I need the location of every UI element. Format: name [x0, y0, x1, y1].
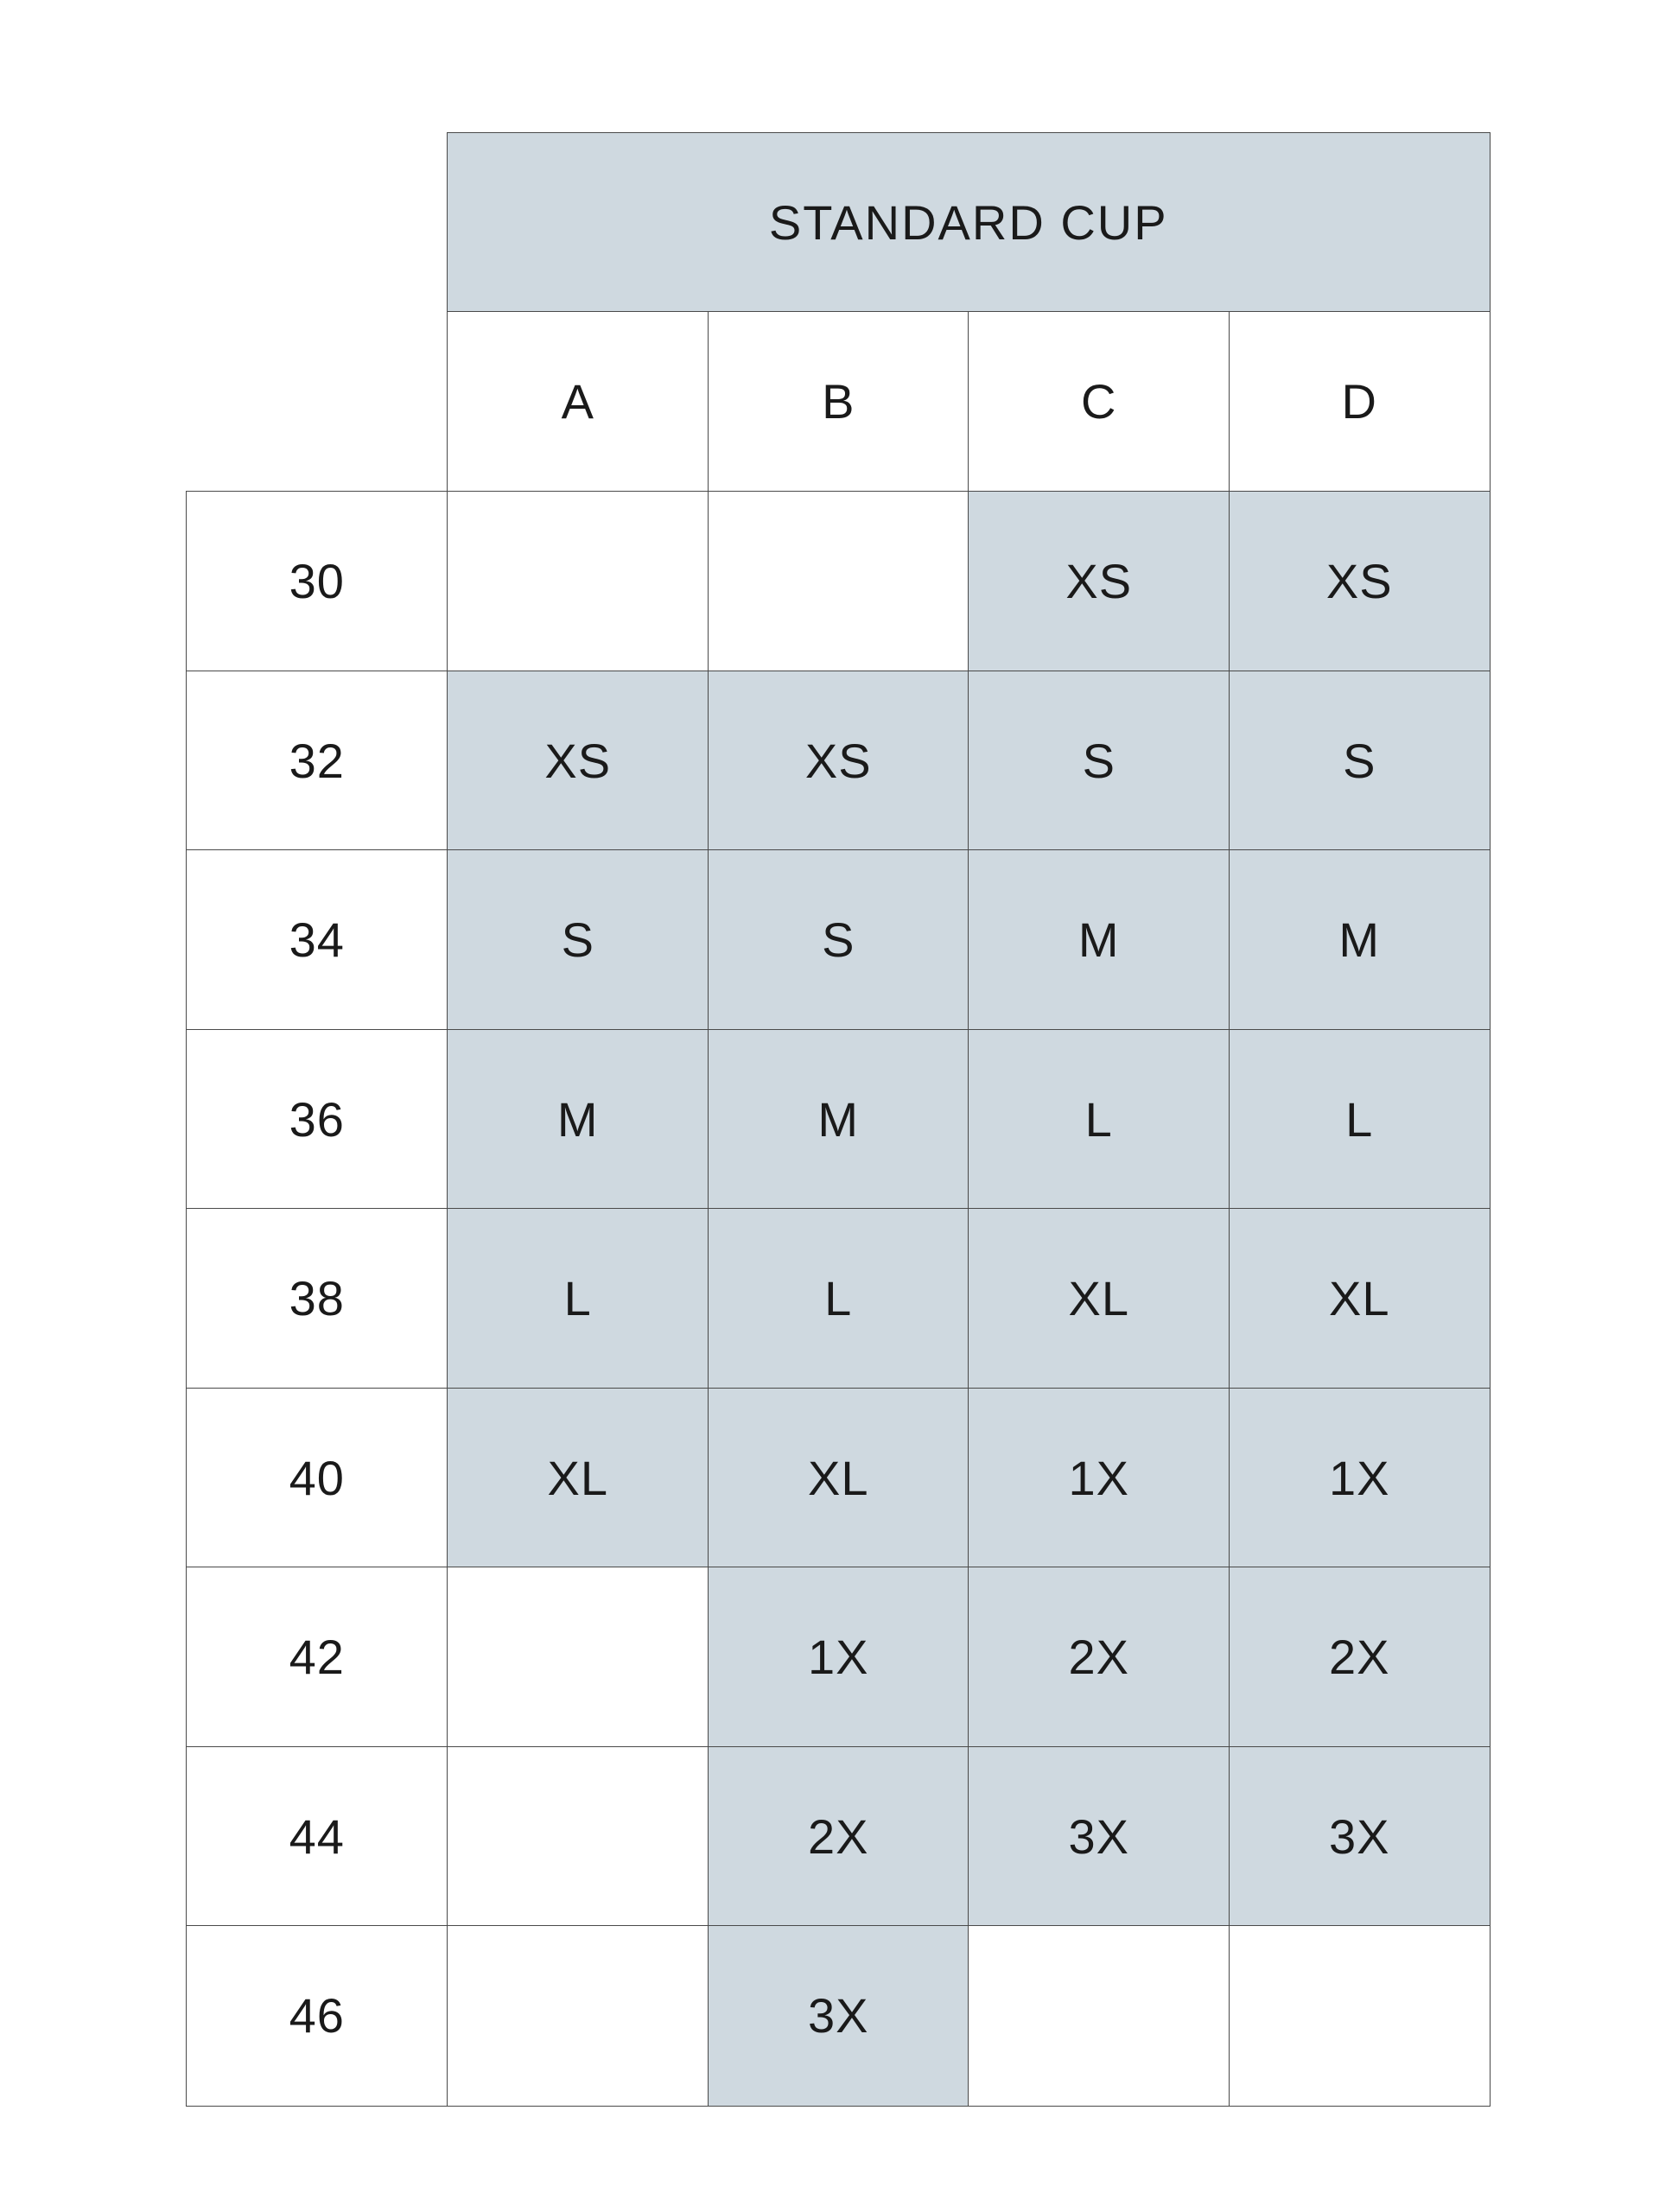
size-cell-44-a: [447, 1746, 709, 1927]
band-size-38: 38: [186, 1208, 448, 1389]
cup-header-c: C: [968, 311, 1230, 493]
size-cell-34-b: S: [708, 849, 969, 1031]
cup-header-d: D: [1229, 311, 1491, 493]
band-size-34: 34: [186, 849, 448, 1031]
size-cell-34-d: M: [1229, 849, 1491, 1031]
band-size-40: 40: [186, 1388, 448, 1568]
size-cell-40-b: XL: [708, 1388, 969, 1568]
band-size-42: 42: [186, 1567, 448, 1748]
cup-header-b: B: [708, 311, 969, 493]
size-cell-42-d: 2X: [1229, 1567, 1491, 1748]
size-cell-46-a: [447, 1925, 709, 2107]
size-cell-42-b: 1X: [708, 1567, 969, 1748]
band-size-36: 36: [186, 1029, 448, 1210]
size-cell-30-d: XS: [1229, 491, 1491, 672]
size-cell-44-d: 3X: [1229, 1746, 1491, 1927]
size-cell-38-a: L: [447, 1208, 709, 1389]
size-cell-36-c: L: [968, 1029, 1230, 1210]
size-cell-38-d: XL: [1229, 1208, 1491, 1389]
size-cell-44-c: 3X: [968, 1746, 1230, 1927]
size-cell-32-d: S: [1229, 671, 1491, 851]
size-cell-34-a: S: [447, 849, 709, 1031]
size-cell-40-d: 1X: [1229, 1388, 1491, 1568]
size-cell-36-d: L: [1229, 1029, 1491, 1210]
band-size-44: 44: [186, 1746, 448, 1927]
size-cell-44-b: 2X: [708, 1746, 969, 1927]
size-cell-32-c: S: [968, 671, 1230, 851]
band-size-32: 32: [186, 671, 448, 851]
size-cell-30-c: XS: [968, 491, 1230, 672]
size-cell-30-b: [708, 491, 969, 672]
size-cell-36-b: M: [708, 1029, 969, 1210]
band-size-46: 46: [186, 1925, 448, 2107]
size-cell-46-d: [1229, 1925, 1491, 2107]
size-cell-34-c: M: [968, 849, 1230, 1031]
size-cell-32-b: XS: [708, 671, 969, 851]
standard-cup-header: STANDARD CUP: [447, 132, 1491, 313]
size-cell-46-c: [968, 1925, 1230, 2107]
cup-header-a: A: [447, 311, 709, 493]
size-cell-36-a: M: [447, 1029, 709, 1210]
size-cell-30-a: [447, 491, 709, 672]
size-cell-40-a: XL: [447, 1388, 709, 1568]
size-cell-32-a: XS: [447, 671, 709, 851]
size-cell-40-c: 1X: [968, 1388, 1230, 1568]
size-cell-38-c: XL: [968, 1208, 1230, 1389]
size-cell-38-b: L: [708, 1208, 969, 1389]
size-cell-42-c: 2X: [968, 1567, 1230, 1748]
size-cell-46-b: 3X: [708, 1925, 969, 2107]
band-size-30: 30: [186, 491, 448, 672]
size-cell-42-a: [447, 1567, 709, 1748]
